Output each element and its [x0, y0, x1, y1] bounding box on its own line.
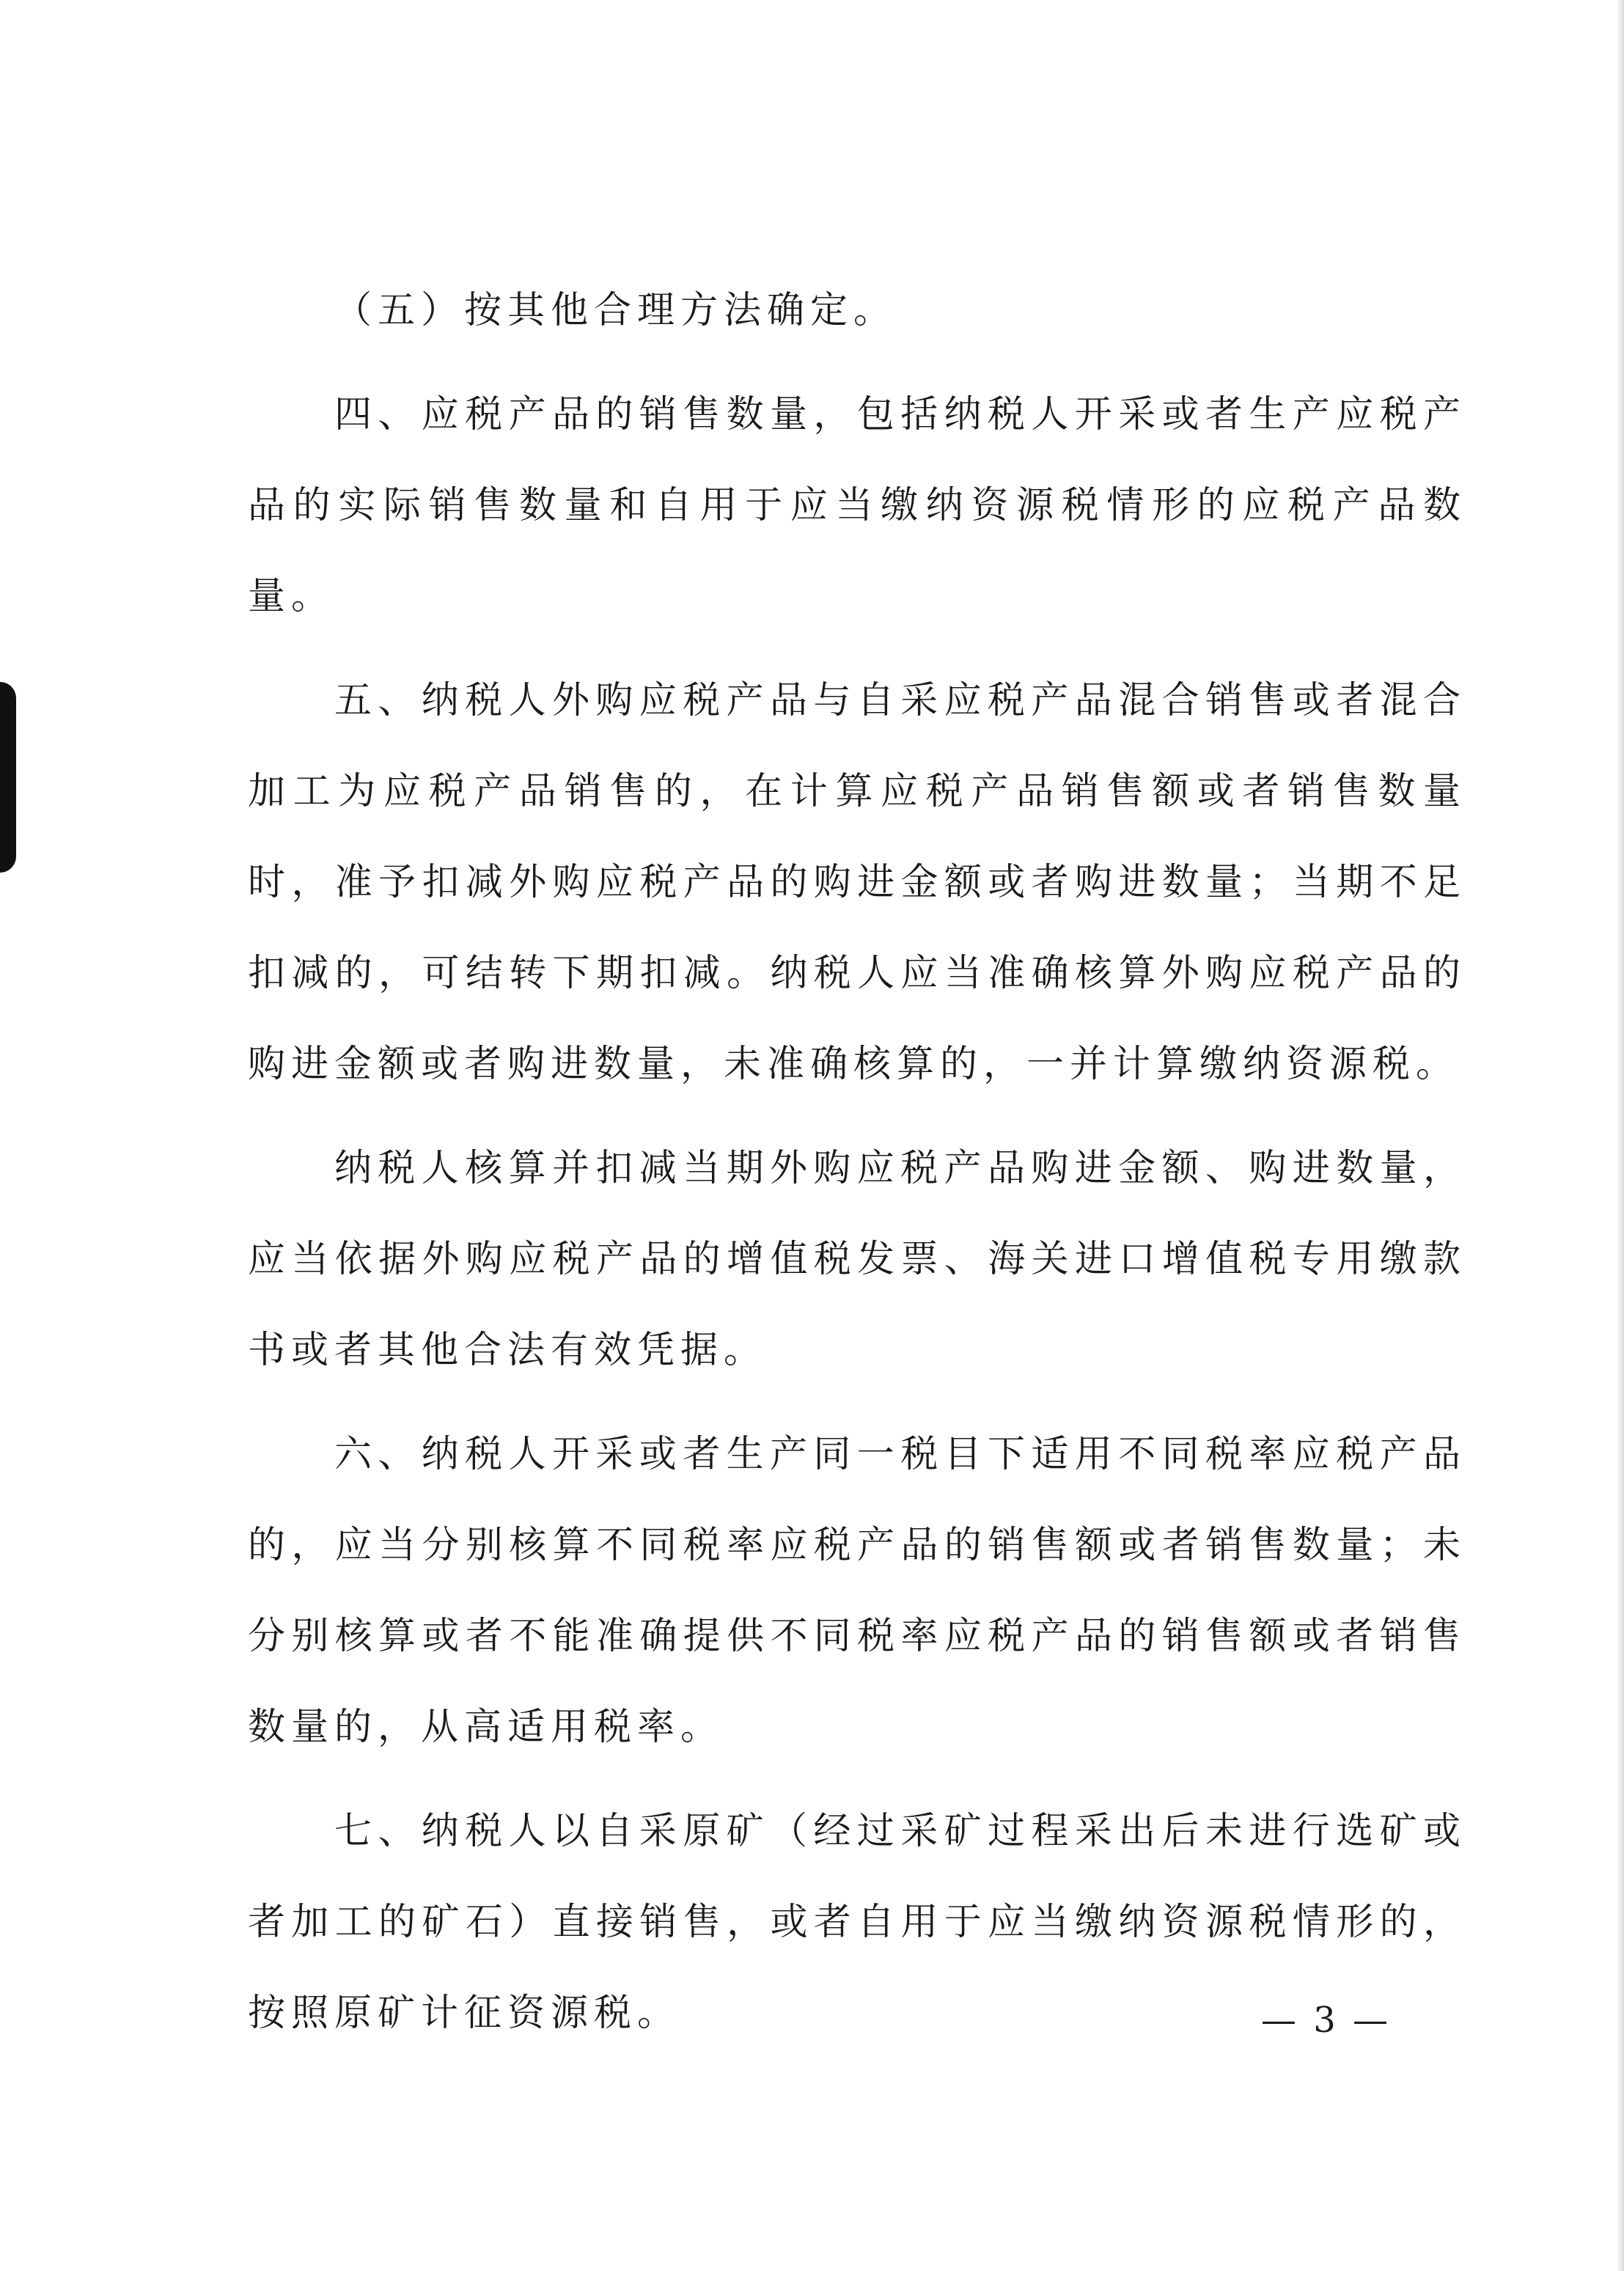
page-number: — 3 — [1261, 2000, 1392, 2041]
scan-shadow-left [0, 682, 16, 873]
paragraph-article-7: 七、纳税人以自采原矿（经过采矿过程采出后未进行选矿或者加工的矿石）直接销售，或者自用于应当缴纳资源税情形的，按照原矿计征资源税。 [248, 1810, 1466, 2035]
paragraph-item-5: （五）按其他合理方法确定。 [334, 289, 897, 332]
paragraph-article-4: 四、应税产品的销售数量，包括纳税人开采或者生产应税产品的实际销售数量和自用于应当缴纳资源税情形的应税产品数量。 [248, 393, 1466, 618]
paragraph-article-5: 五、纳税人外购应税产品与自采应税产品混合销售或者混合加工为应税产品销售的，在计算应税产品销售额或者销售数量时，准予扣减外购应税产品的购进金额或者购进数量；当期不足扣减的，可结转下期扣减。纳税人应当准确核算外购应税产品的购进金额或者购进数量，未准确核算的，一并计算缴纳资源税。 [248, 679, 1466, 1086]
scan-shadow-right [1617, 0, 1624, 2271]
paragraph-article-5-supplement: 纳税人核算并扣减当期外购应税产品购进金额、购进数量，应当依据外购应税产品的增值税发票、海关进口增值税专用缴款书或者其他合法有效凭据。 [248, 1147, 1466, 1372]
paragraph-article-6: 六、纳税人开采或者生产同一税目下适用不同税率应税产品的，应当分别核算不同税率应税产品的销售额或者销售数量；未分别核算或者不能准确提供不同税率应税产品的销售额或者销售数量的，从高适用税率。 [248, 1433, 1466, 1749]
document-body [248, 265, 1466, 2072]
